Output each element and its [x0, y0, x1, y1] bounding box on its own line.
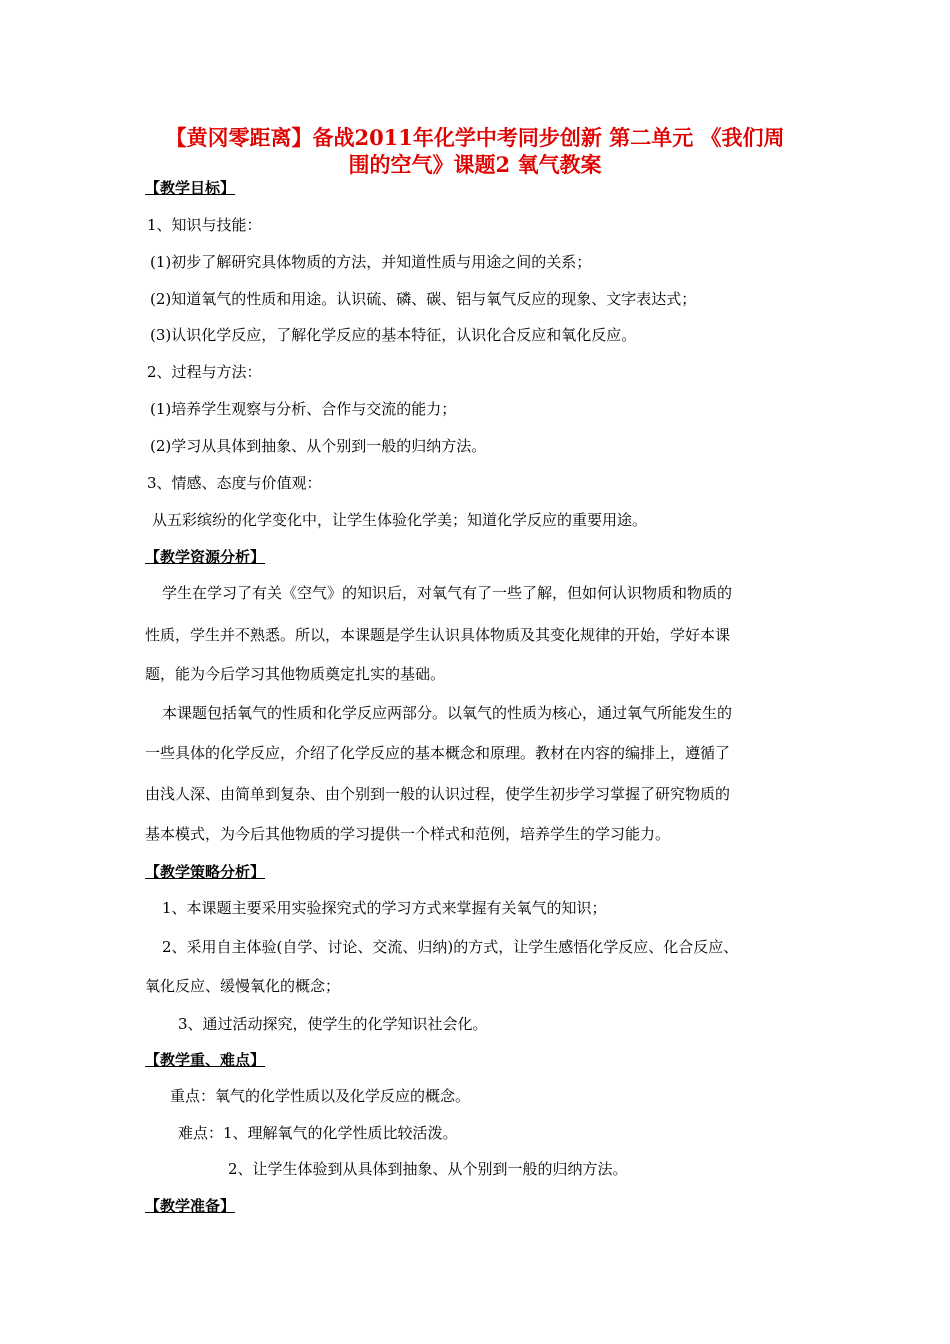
- objective-item: (2)学习从具体到抽象、从个别到一般的归纳方法。: [150, 437, 487, 455]
- objective-item: 2、过程与方法：: [147, 363, 262, 381]
- objective-item: (1)初步了解研究具体物质的方法，并知道性质与用途之间的关系；: [150, 253, 592, 271]
- key-point-line: 重点：氧气的化学性质以及化学反应的概念。: [170, 1087, 471, 1105]
- strategy-line: 3、通过活动探究，使学生的化学知识社会化。: [178, 1015, 488, 1033]
- strategy-line: 氧化反应、缓慢氧化的概念；: [145, 977, 341, 995]
- objective-item: (2)知道氧气的性质和用途。认识硫、磷、碳、铝与氧气反应的现象、文字表达式；: [150, 290, 697, 308]
- resources-paragraph-line: 一些具体的化学反应，介绍了化学反应的基本概念和原理。教材在内容的编排上，遵循了: [145, 744, 731, 762]
- key-point-line: 2、让学生体验到从具体到抽象、从个别到一般的归纳方法。: [228, 1160, 628, 1178]
- section-heading-resources: 【教学资源分析】: [145, 548, 266, 566]
- resources-paragraph-line: 本课题包括氧气的性质和化学反应两部分。以氧气的性质为核心，通过氧气所能发生的: [162, 704, 733, 722]
- objective-item: 3、情感、态度与价值观：: [147, 474, 322, 492]
- section-heading-objectives: 【教学目标】: [145, 179, 236, 197]
- objective-item: 从五彩缤纷的化学变化中，让学生体验化学美；知道化学反应的重要用途。: [152, 511, 648, 529]
- resources-paragraph-line: 学生在学习了有关《空气》的知识后，对氧气有了一些了解，但如何认识物质和物质的: [162, 584, 733, 602]
- resources-paragraph-line: 题，能为今后学习其他物质奠定扎实的基础。: [145, 665, 446, 683]
- objective-item: (1)培养学生观察与分析、合作与交流的能力；: [150, 400, 457, 418]
- objective-item: (3)认识化学反应，了解化学反应的基本特征，认识化合反应和氧化反应。: [150, 326, 637, 344]
- section-heading-preparation: 【教学准备】: [145, 1197, 236, 1215]
- objective-item: 1、知识与技能：: [147, 216, 262, 234]
- resources-paragraph-line: 性质，学生并不熟悉。所以，本课题是学生认识具体物质及其变化规律的开始，学好本课: [145, 626, 731, 644]
- document-title-line-1: 【黄冈零距离】备战2011年化学中考同步创新 第二单元 《我们周: [165, 125, 785, 150]
- section-heading-key-points: 【教学重、难点】: [145, 1051, 266, 1069]
- strategy-line: 2、采用自主体验(自学、讨论、交流、归纳)的方式，让学生感悟化学反应、化合反应、: [162, 938, 739, 956]
- resources-paragraph-line: 基本模式，为今后其他物质的学习提供一个样式和范例，培养学生的学习能力。: [145, 825, 671, 843]
- strategy-line: 1、本课题主要采用实验探究式的学习方式来掌握有关氧气的知识；: [162, 899, 607, 917]
- section-heading-strategy: 【教学策略分析】: [145, 863, 266, 881]
- document-title-line-2: 围的空气》课题2 氧气教案: [348, 152, 602, 177]
- resources-paragraph-line: 由浅人深、由简单到复杂、由个别到一般的认识过程，使学生初步学习掌握了研究物质的: [145, 785, 731, 803]
- key-point-line: 难点：1、理解氧气的化学性质比较活泼。: [178, 1124, 458, 1142]
